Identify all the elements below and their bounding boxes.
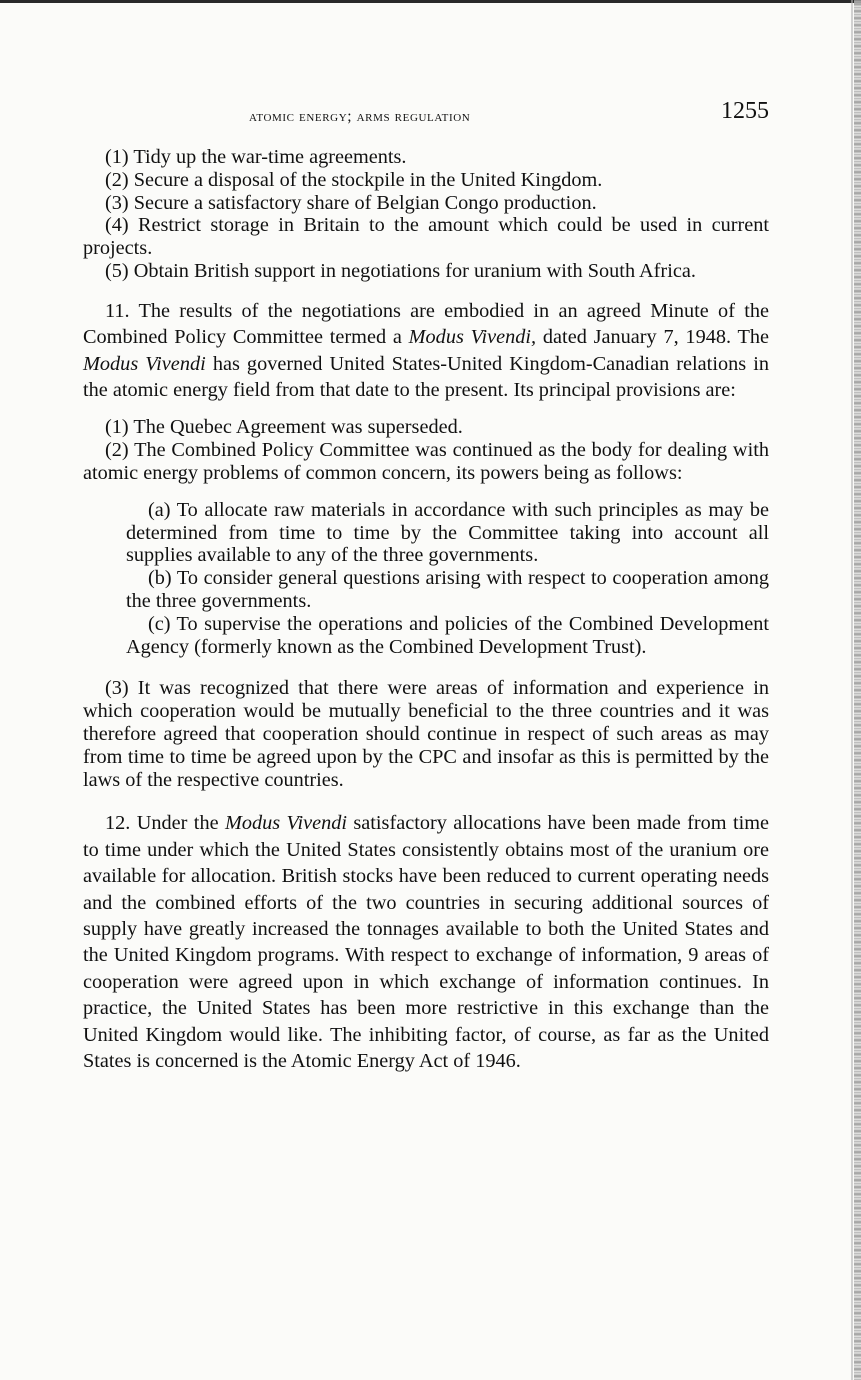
list-item: (1) Tidy up the war-time agreements. [105, 146, 407, 168]
para12-text-1: 12. Under the [105, 812, 225, 835]
objectives-list [83, 146, 769, 283]
list-item: (2) Secure a disposal of the stockpile in the United Kingdom. [105, 168, 603, 191]
list-item: (3) It was recognized that there were areas of information and experience in which cooperation would be mutually beneficial to the three countries and it was therefore agreed that cooperation should continue in respect of such areas as may from time to time be agreed upon by the CPC and insofar as this is permitted by the laws of the respective countries. [83, 677, 769, 791]
list-item: (5) Obtain British support in negotiations for uranium with South Africa. [105, 259, 696, 282]
para12-text-2: satisfactory allocations have been made from time to time under which the United States consistently obtains most of the uranium ore available for allocation. British stocks have been reduced to current operating needs and the combined efforts of the two countries in securing additional sources of supply have greatly increased the tonnages available to both the United States and the United Kingdom programs. With respect to exchange of information, 9 areas of cooperation were agreed upon in which exchange of information continues. In practice, the United States has been more restrictive in this exchange than the United Kingdom would like. The inhibiting factor, of course, as far as the United States is concerned is the Atomic Energy Act of 1946. [83, 812, 769, 1073]
para12-italic: Modus Vivendi [224, 812, 347, 835]
list-item: (1) The Quebec Agreement was superseded. [105, 416, 463, 439]
list-item: (4) Restrict storage in Britain to the amount which could be used in current projects. [83, 214, 769, 260]
para11-text-2: dated January 7, 1948. The [536, 326, 770, 349]
running-head: atomic energy; arms regulation [249, 108, 471, 125]
paragraph-11 [83, 298, 769, 404]
provision-3 [83, 677, 769, 791]
powers-sublist [126, 499, 769, 659]
sub-item: (c) To supervise the operations and policies of the Combined Development Agency (formerly known as the Combined Development Trust). [126, 612, 769, 658]
sub-item: (b) To consider general questions arising with respect to cooperation among the three governments. [126, 567, 769, 612]
para11-text-3: has governed United States-United Kingdom-Canadian relations in the atomic energy field from that date to the present. Its principal provisions are: [83, 352, 769, 401]
page-header [83, 98, 769, 134]
sub-item: (a) To allocate raw materials in accordance with such principles as may be determined from time to time by the Committee taking into account all supplies available to any of the three governments. [126, 498, 769, 567]
page-number: 1255 [721, 98, 769, 124]
scan-edge-line [851, 0, 853, 1380]
page-body [83, 146, 769, 1074]
para11-italic-2: Modus Vivendi [83, 352, 206, 375]
para11-italic-1: Modus Vivendi, [408, 326, 537, 349]
paragraph-12 [83, 810, 769, 1074]
scan-edge [854, 0, 861, 1380]
top-border [0, 0, 861, 3]
list-item: (2) The Combined Policy Committee was continued as the body for dealing with atomic energy problems of common concern, its powers being as follows: [83, 439, 769, 484]
para11-text-1: 11. The results of the negotiations are embodied in an agreed Minute of the Combined Policy Committee termed a [83, 299, 769, 349]
list-item: (3) Secure a satisfactory share of Belgian Congo production. [105, 191, 597, 214]
provisions-list [83, 416, 769, 484]
